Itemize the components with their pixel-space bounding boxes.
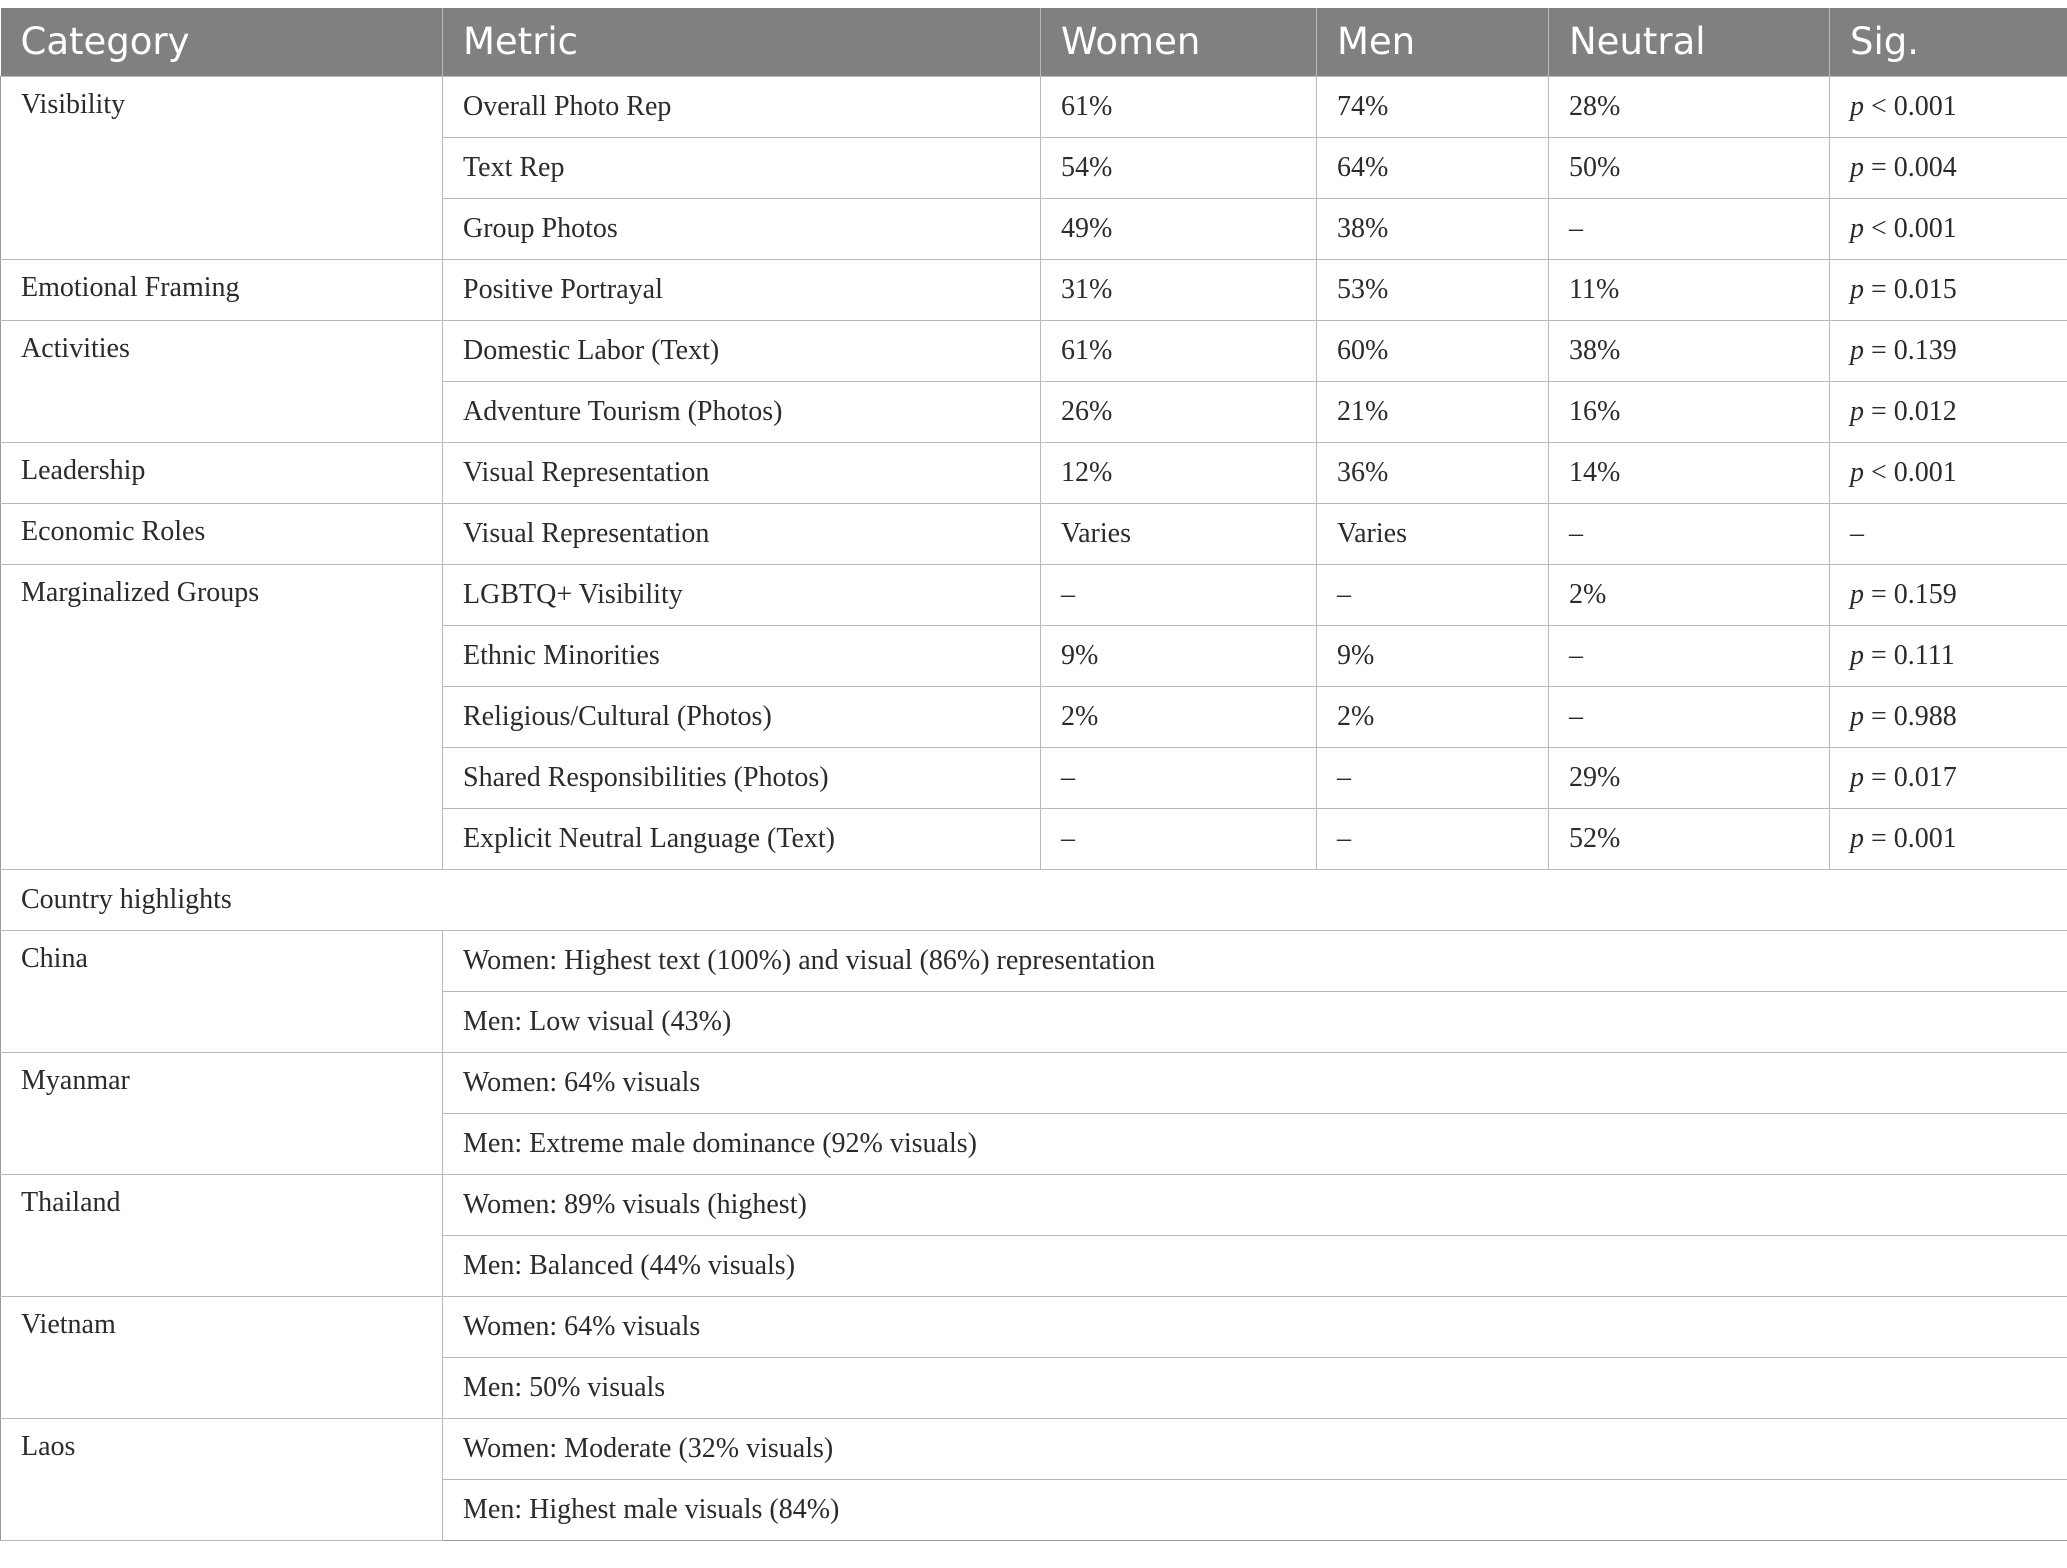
men-cell: 74% <box>1317 76 1549 137</box>
sig-cell <box>1830 625 2067 686</box>
men-cell: – <box>1317 747 1549 808</box>
country-note: Women: 64% visuals <box>443 1296 2067 1357</box>
p-symbol: p <box>1850 151 1864 183</box>
country-note: Women: Moderate (32% visuals) <box>443 1418 2067 1479</box>
country-name: Thailand <box>1 1174 443 1296</box>
women-cell: 9% <box>1041 625 1317 686</box>
sig-cell <box>1830 808 2067 869</box>
p-symbol: p <box>1850 822 1864 854</box>
women-cell: 54% <box>1041 137 1317 198</box>
women-cell: 2% <box>1041 686 1317 747</box>
table-row <box>1 76 2067 137</box>
table-row <box>1 320 2067 381</box>
women-cell: 61% <box>1041 320 1317 381</box>
sig-cell <box>1830 137 2067 198</box>
metric-cell: Religious/Cultural (Photos) <box>443 686 1041 747</box>
sig-cell <box>1830 442 2067 503</box>
section-label: Country highlights <box>1 869 2067 930</box>
men-cell: Varies <box>1317 503 1549 564</box>
country-name: China <box>1 930 443 1052</box>
neutral-cell: – <box>1549 686 1830 747</box>
metric-cell: Explicit Neutral Language (Text) <box>443 808 1041 869</box>
sig-cell <box>1830 320 2067 381</box>
p-value: < 0.001 <box>1871 456 1957 488</box>
women-cell: 61% <box>1041 76 1317 137</box>
section-row <box>1 869 2067 930</box>
country-name: Vietnam <box>1 1296 443 1418</box>
metric-cell: Positive Portrayal <box>443 259 1041 320</box>
country-note: Women: 64% visuals <box>443 1052 2067 1113</box>
category-cell: Leadership <box>1 442 443 503</box>
neutral-cell: 14% <box>1549 442 1830 503</box>
p-symbol: p <box>1850 273 1864 305</box>
men-cell: 38% <box>1317 198 1549 259</box>
p-value: – <box>1850 517 1864 549</box>
women-cell: 49% <box>1041 198 1317 259</box>
p-value: = 0.111 <box>1871 639 1955 671</box>
neutral-cell: 29% <box>1549 747 1830 808</box>
p-symbol: p <box>1850 334 1864 366</box>
metric-cell: Text Rep <box>443 137 1041 198</box>
neutral-cell: 28% <box>1549 76 1830 137</box>
table-container <box>0 8 2067 1541</box>
women-cell: Varies <box>1041 503 1317 564</box>
metric-cell: Group Photos <box>443 198 1041 259</box>
metric-cell: Visual Representation <box>443 442 1041 503</box>
p-symbol: p <box>1850 456 1864 488</box>
metric-cell: Overall Photo Rep <box>443 76 1041 137</box>
table-row <box>1 503 2067 564</box>
country-row <box>1 1052 2067 1113</box>
sig-cell <box>1830 503 2067 564</box>
category-cell: Emotional Framing <box>1 259 443 320</box>
men-cell: – <box>1317 808 1549 869</box>
neutral-cell: – <box>1549 503 1830 564</box>
women-cell: 31% <box>1041 259 1317 320</box>
header-sig: Sig. <box>1830 8 2067 76</box>
country-name: Myanmar <box>1 1052 443 1174</box>
men-cell: 2% <box>1317 686 1549 747</box>
p-value: = 0.015 <box>1871 273 1957 305</box>
women-cell: 26% <box>1041 381 1317 442</box>
p-value: = 0.159 <box>1871 578 1957 610</box>
men-cell: – <box>1317 564 1549 625</box>
p-symbol: p <box>1850 578 1864 610</box>
p-value: = 0.139 <box>1871 334 1957 366</box>
p-value: = 0.988 <box>1871 700 1957 732</box>
metric-cell: Ethnic Minorities <box>443 625 1041 686</box>
header-metric: Metric <box>443 8 1041 76</box>
header-category: Category <box>1 8 443 76</box>
men-cell: 60% <box>1317 320 1549 381</box>
p-symbol: p <box>1850 639 1864 671</box>
header-women: Women <box>1041 8 1317 76</box>
neutral-cell: 50% <box>1549 137 1830 198</box>
men-cell: 21% <box>1317 381 1549 442</box>
table-row <box>1 259 2067 320</box>
table-row <box>1 564 2067 625</box>
header-row <box>1 8 2067 76</box>
header-neutral: Neutral <box>1549 8 1830 76</box>
table-row <box>1 442 2067 503</box>
category-cell: Marginalized Groups <box>1 564 443 869</box>
men-cell: 53% <box>1317 259 1549 320</box>
men-cell: 9% <box>1317 625 1549 686</box>
men-cell: 64% <box>1317 137 1549 198</box>
sig-cell <box>1830 198 2067 259</box>
sig-cell <box>1830 747 2067 808</box>
metric-cell: Domestic Labor (Text) <box>443 320 1041 381</box>
category-cell: Visibility <box>1 76 443 259</box>
country-note: Women: 89% visuals (highest) <box>443 1174 2067 1235</box>
country-row <box>1 1418 2067 1479</box>
p-value: < 0.001 <box>1871 212 1957 244</box>
sig-cell <box>1830 76 2067 137</box>
neutral-cell: – <box>1549 198 1830 259</box>
p-value: = 0.012 <box>1871 395 1957 427</box>
neutral-cell: 38% <box>1549 320 1830 381</box>
metric-cell: LGBTQ+ Visibility <box>443 564 1041 625</box>
neutral-cell: 52% <box>1549 808 1830 869</box>
men-cell: 36% <box>1317 442 1549 503</box>
country-note: Men: Highest male visuals (84%) <box>443 1479 2067 1540</box>
sig-cell <box>1830 381 2067 442</box>
women-cell: – <box>1041 564 1317 625</box>
country-row <box>1 1174 2067 1235</box>
p-value: = 0.017 <box>1871 761 1957 793</box>
neutral-cell: – <box>1549 625 1830 686</box>
neutral-cell: 2% <box>1549 564 1830 625</box>
p-symbol: p <box>1850 212 1864 244</box>
sig-cell <box>1830 686 2067 747</box>
neutral-cell: 16% <box>1549 381 1830 442</box>
country-note: Men: 50% visuals <box>443 1357 2067 1418</box>
p-symbol: p <box>1850 700 1864 732</box>
p-symbol: p <box>1850 761 1864 793</box>
country-note: Men: Extreme male dominance (92% visuals) <box>443 1113 2067 1174</box>
sig-cell <box>1830 259 2067 320</box>
sig-cell <box>1830 564 2067 625</box>
women-cell: 12% <box>1041 442 1317 503</box>
metric-cell: Adventure Tourism (Photos) <box>443 381 1041 442</box>
country-note: Men: Low visual (43%) <box>443 991 2067 1052</box>
header-men: Men <box>1317 8 1549 76</box>
country-note: Men: Balanced (44% visuals) <box>443 1235 2067 1296</box>
women-cell: – <box>1041 808 1317 869</box>
p-symbol: p <box>1850 90 1864 122</box>
country-row <box>1 1296 2067 1357</box>
category-cell: Activities <box>1 320 443 442</box>
metric-cell: Visual Representation <box>443 503 1041 564</box>
women-cell: – <box>1041 747 1317 808</box>
country-row <box>1 930 2067 991</box>
country-name: Laos <box>1 1418 443 1540</box>
p-symbol: p <box>1850 395 1864 427</box>
country-note: Women: Highest text (100%) and visual (86%) representation <box>443 930 2067 991</box>
p-value: = 0.004 <box>1871 151 1957 183</box>
metric-cell: Shared Responsibilities (Photos) <box>443 747 1041 808</box>
category-cell: Economic Roles <box>1 503 443 564</box>
table-body <box>1 76 2067 1540</box>
p-value: = 0.001 <box>1871 822 1957 854</box>
p-value: < 0.001 <box>1871 90 1957 122</box>
results-table <box>0 8 2067 1541</box>
neutral-cell: 11% <box>1549 259 1830 320</box>
